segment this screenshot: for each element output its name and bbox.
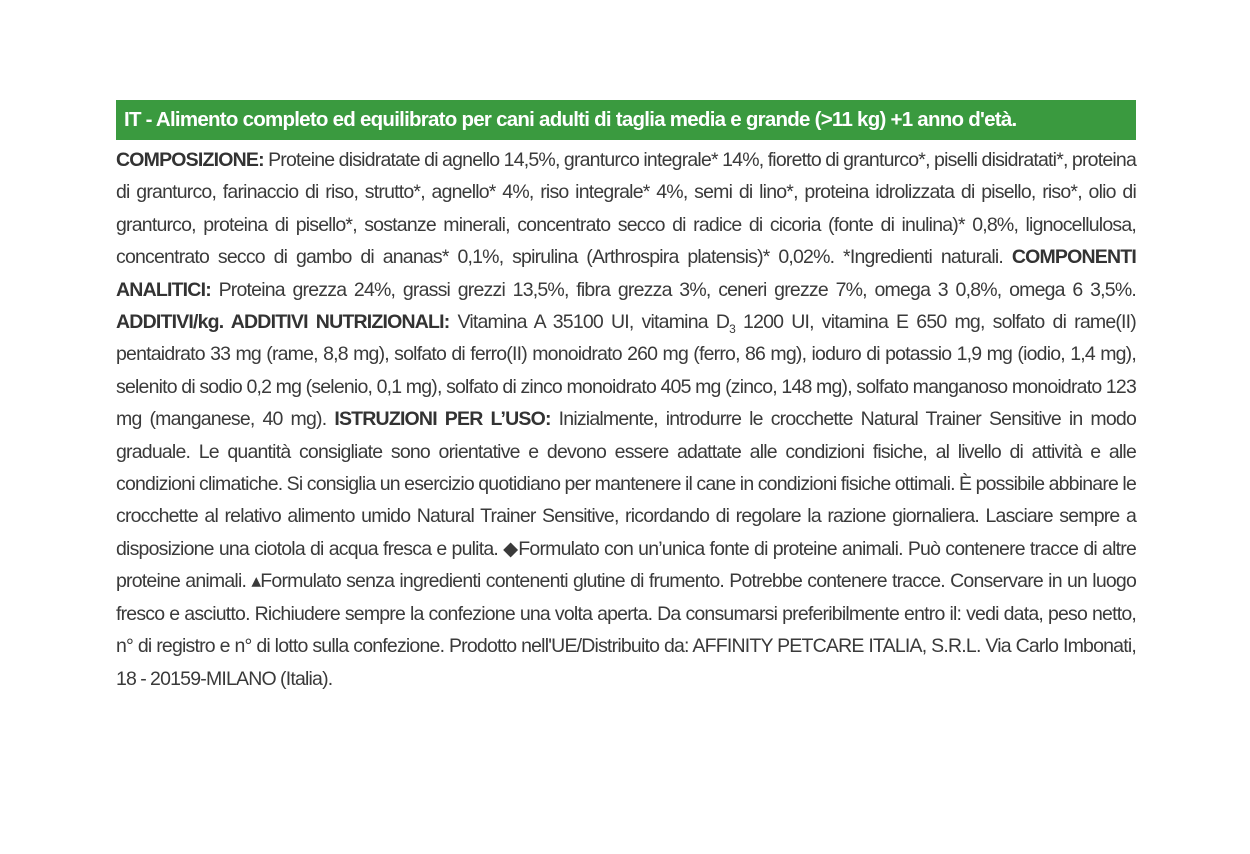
analytical-text: Proteina grezza 24%, grassi grezzi 13,5%, fibra grezza 3%, ceneri grezze 7%, omega 3 0,8%, omega 6 3,5%. <box>210 278 1136 301</box>
instructions-text: Inizialmente, introdurre le crocchette Natural Trainer Sensitive in modo graduale. Le quantità consigliate sono orientative e devono essere adattate alle condizioni fisiche, al livello di attività e alle condizioni climatiche. Si consiglia un esercizio quotidiano per mantenere il cane in condizioni fisiche ottimali. È possibile abbinare le crocchette al relativo alimento umido Natural Trainer Sensitive, ricordando di regolare la razione giornaliera. Lasciare sempre a disposizione una ciotola di acqua fresca e pulita. ◆Formulato con un’unica fonte di proteine animali. Può contenere tracce di altre proteine animali. ▴Formulato senza ingredienti contenenti glutine di frumento. Potrebbe contenere tracce. Conservare in un luogo fresco e asciutto. Richiudere sempre la confezione una volta aperta. Da consumarsi preferibilmente entro il: vedi data, peso netto, n° di registro e n° di lotto sulla confezione. Prodotto nell'UE/Distribuito da: AFFINITY PETCARE ITALIA, S.R.L. Via Carlo Imbonati, 18 - 20159-MILANO (Italia). <box>116 408 1136 690</box>
label-header: IT - Alimento completo ed equilibrato per cani adulti di taglia media e grande (>11 kg) +1 anno d'età. <box>116 100 1136 140</box>
additives-title: ADDITIVI/kg. ADDITIVI NUTRIZIONALI: <box>116 311 450 334</box>
additives-text-part2: 1200 UI, vitamina E 650 mg, solfato di rame(II) pentaidrato 33 mg (rame, 8,8 mg), solfato di ferro(II) monoidrato 260 mg (ferro, 86 mg), ioduro di potassio 1,9 mg (iodio, 1,4 mg), selenito di sodio 0,2 mg (selenio, 0,1 mg), solfato di zinco monoidrato 405 mg (zinco, 148 mg), solfato manganoso monoidrato 123 mg (manganese, 40 mg). <box>116 311 1136 431</box>
vitamin-d-subscript: 3 <box>729 321 735 336</box>
product-label <box>116 100 1136 695</box>
composition-text: Proteine disidratate di agnello 14,5%, granturco integrale* 14%, fioretto di granturco*, piselli disidratati*, proteina di granturco, farinaccio di riso, strutto*, agnello* 4%, riso integrale* 4%, semi di lino*, proteina idrolizzata di pisello, riso*, olio di granturco, proteina di pisello*, sostanze minerali, concentrato secco di radice di cicoria (fonte di inulina)* 0,8%, lignocellulosa, concentrato secco di gambo di ananas* 0,1%, spirulina (Arthrospira platensis)* 0,02%. *Ingredienti naturali. <box>116 149 1136 269</box>
instructions-title: ISTRUZIONI PER L’USO: <box>334 408 551 431</box>
additives-text-part1: Vitamina A 35100 UI, vitamina D <box>449 311 730 334</box>
composition-title: COMPOSIZIONE: <box>116 149 264 171</box>
label-body <box>116 144 1136 695</box>
analytical-title: COMPONENTI ANALITICI: <box>116 246 1136 301</box>
